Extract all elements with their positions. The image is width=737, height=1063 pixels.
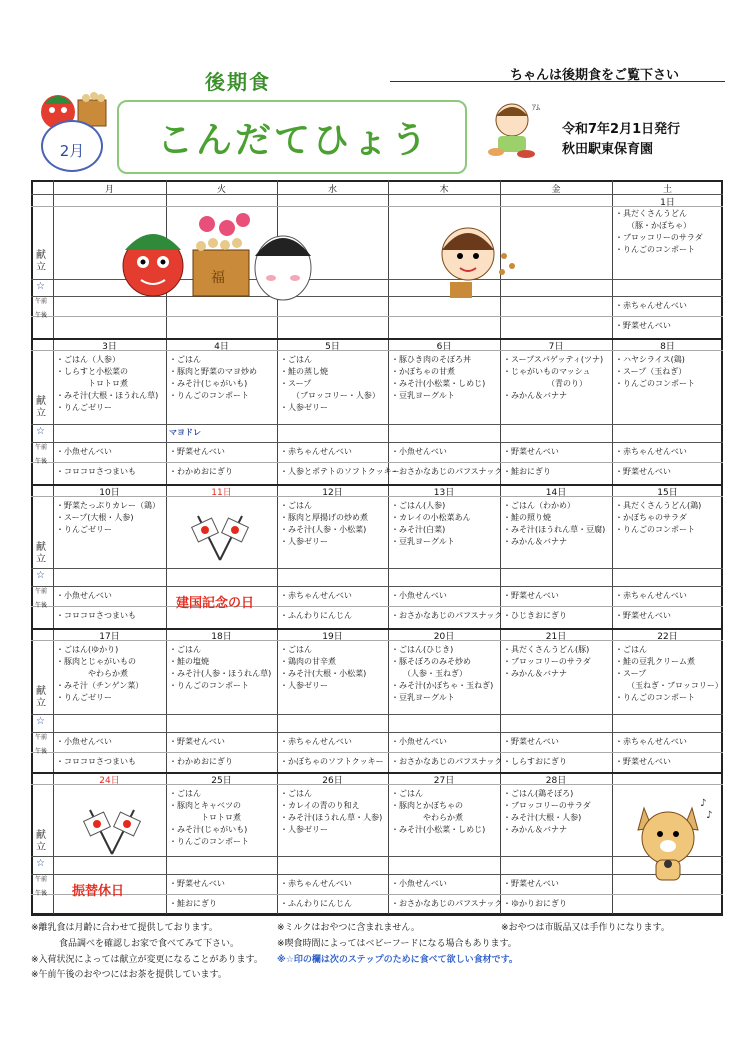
star-icon: ☆ [36, 716, 45, 727]
snack-time-label: 午前 午後 [34, 734, 47, 755]
menu-cell: ・ごはん（わかめ） ・鮭の照り焼 ・みそ汁(ほうれん草・豆腐) ・みかん＆バナナ [503, 501, 606, 546]
pm-snack: ・ふんわりにんじん [280, 899, 352, 908]
name-underline [390, 81, 725, 82]
date-label: 27日 [433, 776, 455, 786]
am-snack: ・野菜せんべい [503, 591, 559, 600]
kondate-label: 献 立 [36, 250, 46, 273]
pm-row-divider [31, 316, 723, 317]
date-label: 11日 [211, 488, 232, 498]
pm-snack: ・野菜せんべい [615, 321, 671, 330]
menu-cell: ・具だくさんうどん （豚・かぼちゃ） ・ブロッコリーのサラダ ・りんごのコンポート [615, 209, 703, 254]
pm-snack: ・ふんわりにんじん [280, 611, 352, 620]
menu-cell: ・ごはん(人参) ・カレイの小松菜あん ・みそ汁(白菜) ・豆乳ヨーグルト [391, 501, 471, 546]
dog-singing-icon [630, 792, 716, 888]
am-row-divider [31, 874, 723, 875]
menu-cell: ・ごはん ・鶏肉の甘辛煮 ・みそ汁(大根・小松菜) ・人参ゼリー [280, 645, 367, 690]
menu-cell: ・ごはん ・カレイの青のり和え ・みそ汁(ほうれん草・人参) ・人参ゼリー [280, 789, 383, 834]
child-throwing-beans-icon [430, 216, 520, 306]
pm-snack: ・ひじきおにぎり [503, 611, 567, 620]
menu-cell: ・野菜たっぷりカレー（鶏） ・スープ(大根・人参) ・りんごゼリー [56, 501, 160, 534]
menu-cell: ・ごはん ・豚肉とかぼちゃの やわらか煮 ・みそ汁(小松菜・しめじ) [391, 789, 486, 834]
menu-cell: ・ごはん ・豚肉と厚揚げの炒め煮 ・みそ汁(人参・小松菜) ・人参ゼリー [280, 501, 368, 546]
date-label: 22日 [657, 632, 678, 642]
am-snack: ・赤ちゃんせんべい [615, 591, 687, 600]
menu-cell: ・具だくさんうどん(豚) ・ブロッコリーのサラダ ・みかん＆バナナ [503, 645, 591, 678]
pm-snack: ・わかめおにぎり [169, 757, 233, 766]
menu-cell: ・ごはん ・豚肉と野菜のマヨ炒め ・みそ汁(じゃがいも) ・りんごのコンポート [169, 355, 257, 400]
pm-snack: ・かぼちゃのソフトクッキー [280, 757, 384, 766]
svg-text:♪: ♪ [700, 798, 707, 809]
day-header: 金 [551, 185, 561, 195]
note-text: 食品調べを確認しお家で食べてみて下さい。 [59, 939, 240, 949]
pm-snack: ・おさかなあじのパフスナック [391, 899, 503, 908]
date-label: 14日 [545, 488, 567, 498]
date-label: 18日 [211, 632, 232, 642]
date-label: 4日 [214, 342, 229, 352]
note-text: ※午前午後のおやつにはお茶を提供しています。 [31, 970, 227, 980]
pm-snack: ・おさかなあじのパフスナック [391, 611, 503, 620]
star-row-divider [31, 568, 723, 569]
menu-cell: ・スープスパゲッティ(ツナ) ・じゃがいものマッシュ （青のり） ・みかん＆バナナ [503, 355, 604, 400]
day-header: 土 [662, 185, 672, 195]
menu-cell: ・ごはん(ひじき) ・豚そぼろのみそ炒め （人参・玉ねぎ） ・みそ汁(かぼちゃ・玉ねぎ) ・豆乳ヨーグルト [391, 645, 494, 702]
star-icon: ☆ [36, 570, 45, 581]
note-text: ※離乳食は月齢に合わせて提供しております。 [31, 923, 218, 933]
snack-time-label: 午前 午後 [34, 876, 47, 897]
pm-row-divider [31, 752, 723, 753]
day-header: 月 [104, 185, 114, 195]
am-snack: ・小魚せんべい [391, 591, 447, 600]
star-food: マヨドレ [169, 428, 201, 437]
am-snack: ・小魚せんべい [56, 737, 112, 746]
date-label: 24日 [99, 776, 120, 786]
snack-time-label: 午前 午後 [34, 298, 47, 319]
menu-cell: ・ごはん ・鮭の豆乳クリーム煮 ・スープ （玉ねぎ・ブロッコリー） ・りんごのコンポート [615, 645, 723, 702]
am-snack: ・赤ちゃんせんべい [280, 737, 352, 746]
pm-row-divider [31, 462, 723, 463]
day-header: 木 [439, 185, 449, 195]
date-label: 17日 [99, 632, 120, 642]
date-label: 20日 [433, 632, 455, 642]
holiday-label: 建国記念の日 [176, 596, 255, 611]
note-text: ※喫食時間によってはベビーフードになる場合もあります。 [277, 939, 517, 949]
kondate-label: 献 立 [36, 542, 46, 565]
date-label: 26日 [322, 776, 343, 786]
date-label: 19日 [322, 632, 343, 642]
flags-icon [82, 806, 142, 856]
page-title: こんだてひょう [157, 120, 431, 161]
date-label: 15日 [657, 488, 678, 498]
am-snack: ・赤ちゃんせんべい [280, 591, 352, 600]
menu-cell: ・豚ひき肉のそぼろ丼 ・かぼちゃの甘煮 ・みそ汁(小松菜・しめじ) ・豆乳ヨーグルト [391, 355, 486, 400]
am-row-divider [31, 442, 723, 443]
svg-text:福: 福 [211, 270, 225, 286]
nursery-name: 秋田駅東保育園 [562, 142, 654, 157]
pm-snack: ・コロコロさつまいも [56, 467, 136, 476]
date-label: 1日 [660, 198, 675, 208]
date-label: 5日 [325, 342, 340, 352]
pm-snack: ・野菜せんべい [615, 611, 671, 620]
note-text: ※おやつは市販品又は手作りになります。 [501, 923, 670, 933]
am-snack: ・小魚せんべい [56, 591, 112, 600]
date-label: 21日 [545, 632, 567, 642]
am-snack: ・赤ちゃんせんべい [615, 447, 687, 456]
date-label: 13日 [433, 488, 455, 498]
svg-text:ｱﾑ: ｱﾑ [532, 103, 540, 112]
pm-snack: ・おさかなあじのパフスナック [391, 757, 503, 766]
pm-snack: ・鮭おにぎり [503, 467, 551, 476]
kouki-heading: 後期食 [205, 70, 271, 94]
am-snack: ・赤ちゃんせんべい [615, 737, 687, 746]
pm-snack: ・コロコロさつまいも [56, 757, 136, 766]
note-text: ※入荷状況によっては献立が変更になることがあります。 [31, 955, 263, 965]
date-label: 10日 [99, 488, 120, 498]
pm-snack: ・人参とポテトのソフトクッキー [280, 467, 400, 476]
notice-text: ちゃんは後期食をご覧下さい [510, 68, 680, 83]
menu-cell: ・ごはん(鶏そぼろ) ・ブロッコリーのサラダ ・みそ汁(大根・人参) ・みかん＆バナナ [503, 789, 591, 834]
pm-snack: ・コロコロさつまいも [56, 611, 136, 620]
am-snack: ・野菜せんべい [503, 737, 559, 746]
date-label: 12日 [322, 488, 343, 498]
date-label: 3日 [102, 342, 117, 352]
star-row-divider [31, 424, 723, 425]
am-snack: ・野菜せんべい [169, 447, 225, 456]
am-snack: ・野菜せんべい [503, 879, 559, 888]
am-snack: ・赤ちゃんせんべい [615, 301, 687, 310]
svg-text:♪: ♪ [706, 810, 713, 821]
am-snack: ・赤ちゃんせんべい [280, 447, 352, 456]
star-row-divider [31, 856, 723, 857]
menu-cell: ・具だくさんうどん(鶏) ・かぼちゃのサラダ ・りんごのコンポート [615, 501, 702, 534]
snack-time-label: 午前 午後 [34, 588, 47, 609]
pm-row-divider [31, 606, 723, 607]
menu-cell: ・ごはん ・鮭の蒸し焼 ・スープ （ブロッコリー・人参） ・人参ゼリー [280, 355, 380, 412]
issue-info [562, 120, 680, 160]
menu-cell: ・ごはん ・鮭の塩焼 ・みそ汁(人参・ほうれん草) ・りんごのコンポート [169, 645, 272, 690]
date-label: 6日 [436, 342, 452, 352]
star-icon: ☆ [36, 858, 45, 869]
date-label: 8日 [660, 342, 675, 352]
pm-snack: ・鮭おにぎり [169, 899, 217, 908]
pm-snack: ・ゆかりおにぎり [503, 899, 567, 908]
star-row-divider [31, 714, 723, 715]
pm-snack: ・わかめおにぎり [169, 467, 233, 476]
kondate-label: 献 立 [36, 396, 46, 419]
menu-cell: ・ごはん(ゆかり) ・豚肉とじゃがいもの やわらか煮 ・みそ汁（チンゲン菜） ・りんごゼリー [56, 645, 144, 702]
day-header: 火 [216, 185, 226, 195]
kondate-label: 献 立 [36, 830, 46, 853]
am-snack: ・赤ちゃんせんべい [280, 879, 352, 888]
am-snack: ・野菜せんべい [169, 879, 225, 888]
holiday-label: 振替休日 [72, 884, 125, 899]
pm-snack: ・おさかなあじのパフスナック [391, 467, 503, 476]
am-snack: ・小魚せんべい [391, 737, 447, 746]
date-label: 28日 [545, 776, 567, 786]
setsubun-oni-icon [115, 210, 315, 310]
week-divider [31, 914, 723, 916]
pm-snack: ・野菜せんべい [615, 467, 671, 476]
am-row-divider [31, 586, 723, 587]
child-eating-icon [482, 96, 552, 162]
pm-row-divider [31, 894, 723, 895]
menu-cell: ・ごはん ・豚肉とキャベツの トロトロ煮 ・みそ汁(じゃがいも) ・りんごのコンポート [169, 789, 249, 846]
am-snack: ・野菜せんべい [169, 737, 225, 746]
column-divider [612, 180, 613, 915]
flags-icon [190, 512, 250, 562]
menu-cell: ・ハヤシライス(鶏) ・スープ（玉ねぎ） ・りんごのコンポート [615, 355, 695, 388]
note-text: ※☆印の欄は次のステップのために食べて欲しい食材です。 [277, 955, 518, 965]
am-snack: ・小魚せんべい [56, 447, 112, 456]
column-divider [53, 180, 54, 915]
star-icon: ☆ [36, 281, 45, 292]
pm-snack: ・野菜せんべい [615, 757, 671, 766]
star-icon: ☆ [36, 426, 45, 437]
column-divider [388, 180, 389, 915]
pm-snack: ・しらすおにぎり [503, 757, 567, 766]
am-snack: ・野菜せんべい [503, 447, 559, 456]
day-header: 水 [327, 185, 337, 195]
kondate-label: 献 立 [36, 686, 46, 709]
note-text: ※ミルクはおやつに含まれません。 [277, 923, 420, 933]
snack-time-label: 午前 午後 [34, 444, 47, 465]
month-badge: 2月 [41, 120, 103, 172]
am-snack: ・小魚せんべい [391, 447, 447, 456]
date-label: 25日 [211, 776, 232, 786]
issue-date: 令和7年2月1日発行 [562, 122, 681, 137]
date-label: 7日 [548, 342, 564, 352]
menu-cell: ・ごはん（人参） ・しらすと小松菜の トロトロ煮 ・みそ汁(大根・ほうれん草) ・りんごゼリー [56, 355, 159, 412]
am-snack: ・小魚せんべい [391, 879, 447, 888]
am-row-divider [31, 732, 723, 733]
